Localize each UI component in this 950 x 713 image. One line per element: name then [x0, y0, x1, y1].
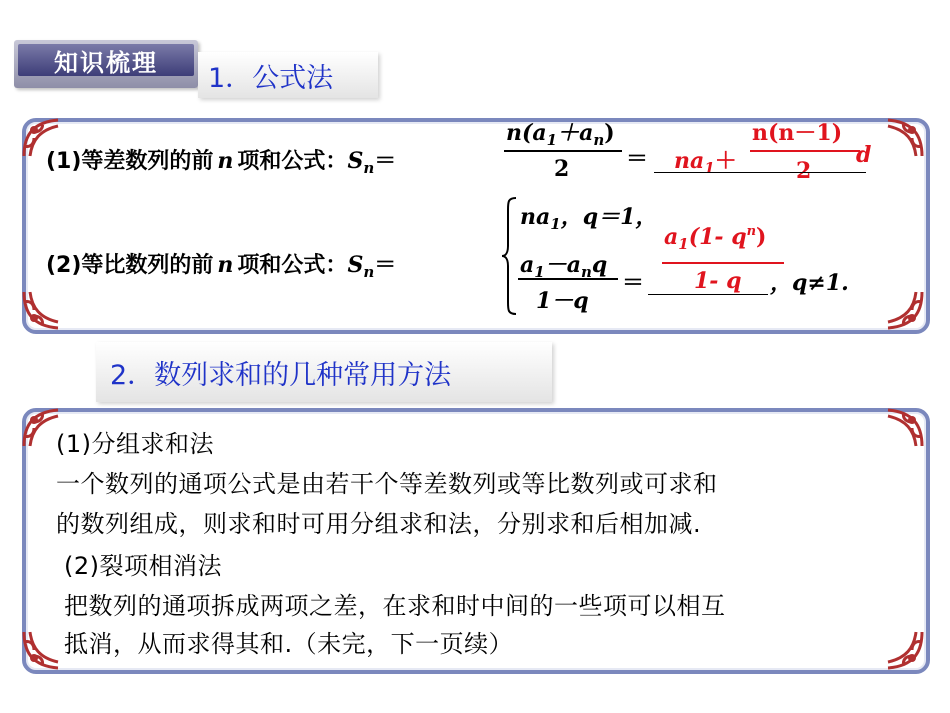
arith-fraction-bar — [504, 150, 622, 152]
corner-ornament-icon — [880, 286, 926, 332]
geo-case2-denominator: 1－q — [536, 288, 589, 314]
section1-title: 1．公式法 — [198, 52, 378, 98]
geo-case2-condition: ，q≠1. — [770, 270, 849, 296]
arith-fraction-denominator: 2 — [554, 156, 570, 182]
geo-answer-blank — [648, 294, 768, 295]
method1-line2: 的数列组成，则求和时可用分组求和法，分别求和后相加减. — [56, 510, 702, 538]
method1-line1: 一个数列的通项公式是由若干个等差数列或等比数列或可求和 — [56, 470, 718, 498]
corner-ornament-icon — [880, 626, 926, 672]
geo-case2-numerator: $a_1-a_nq$ — [520, 252, 608, 281]
section-tag — [14, 40, 198, 88]
corner-ornament-icon — [880, 406, 926, 452]
section-tag-label: 知识梳理 — [18, 44, 194, 76]
geo-answer-numerator: $a_1(1-$ $q^n$) — [664, 224, 767, 253]
section2-title: 2．数列求和的几种常用方法 — [96, 342, 552, 402]
geo-answer-fraction-bar — [662, 262, 784, 264]
corner-ornament-icon — [880, 116, 926, 162]
method2-line1: 把数列的通项拆成两项之差，在求和时中间的一些项可以相互 — [64, 592, 726, 620]
geo-equals: ＝ — [622, 270, 645, 296]
arith-equals: ＝ — [626, 146, 649, 172]
arith-answer-fraction-bar — [750, 150, 860, 152]
method1-title: (1)分组求和法 — [56, 430, 214, 458]
arith-answer-blank — [654, 172, 866, 173]
arith-fraction-numerator: $n(a_1+a_n)$ — [506, 120, 615, 149]
geo-case1: $na_1$，q＝1， — [520, 204, 658, 233]
arith-answer-numerator: n(n－1) — [752, 120, 843, 146]
arith-answer-denominator: 2 — [796, 158, 812, 184]
arith-answer-na: $na_1+$ — [674, 148, 737, 177]
geo-formula-label: (2)等比数列的前 n 项和公式：$S_n=$ — [46, 252, 397, 281]
method2-line2: 抵消，从而求得其和.（未完，下一页续） — [64, 630, 514, 658]
arith-answer-d: d — [856, 142, 872, 168]
geo-answer-denominator: 1- q — [694, 268, 742, 294]
geo-case2-fraction-bar — [518, 278, 618, 280]
corner-ornament-icon — [20, 626, 66, 672]
method2-title: (2)裂项相消法 — [64, 552, 222, 580]
corner-ornament-icon — [20, 286, 66, 332]
piecewise-brace-icon — [500, 196, 518, 316]
arith-formula-label: (1)等差数列的前 n 项和公式：$S_n=$ — [46, 148, 397, 177]
